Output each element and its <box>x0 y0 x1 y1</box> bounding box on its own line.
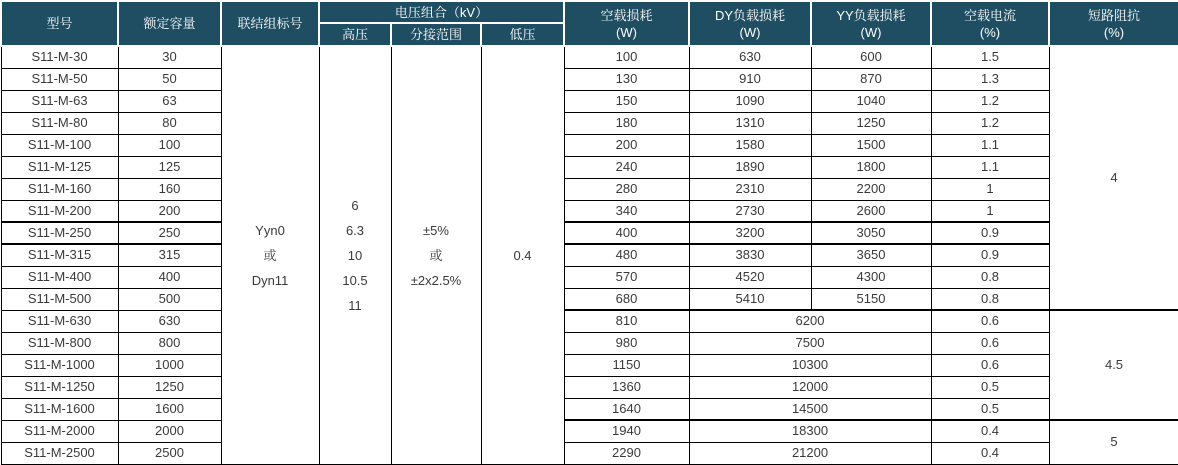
table-row <box>1 46 1178 68</box>
no-load-current-cell: 1.5 <box>931 46 1049 68</box>
capacity-cell: 1250 <box>118 376 221 398</box>
no-load-loss-cell: 240 <box>564 156 689 178</box>
table-row <box>1 90 1178 112</box>
table-row <box>1 288 1178 310</box>
header-no-load-loss-label: 空载损耗 <box>600 7 653 23</box>
no-load-loss-cell: 570 <box>564 266 689 288</box>
table-row <box>1 178 1178 200</box>
header-no-load-loss-unit: (W) <box>616 24 637 40</box>
table-row <box>1 354 1178 376</box>
no-load-loss-cell: 1150 <box>564 354 689 376</box>
capacity-cell: 1000 <box>118 354 221 376</box>
no-load-current-cell: 0.6 <box>931 354 1049 376</box>
no-load-loss-cell: 200 <box>564 134 689 156</box>
model-cell: S11-M-250 <box>1 222 118 244</box>
connection-group-cell <box>221 46 319 464</box>
no-load-current-cell: 0.6 <box>931 310 1049 332</box>
no-load-current-cell: 1.2 <box>931 90 1049 112</box>
model-cell: S11-M-160 <box>1 178 118 200</box>
table-row <box>1 442 1178 464</box>
table-row <box>1 398 1178 420</box>
yy-load-loss-cell: 600 <box>811 46 931 68</box>
header-yy-load-loss-unit: (W) <box>860 24 882 40</box>
dy-load-loss-cell: 630 <box>689 46 811 68</box>
dy-load-loss-cell: 910 <box>689 68 811 90</box>
capacity-cell: 400 <box>118 266 221 288</box>
hv-values-cell-line: 10.5 <box>342 272 368 288</box>
table-row <box>1 112 1178 134</box>
dy-load-loss-cell: 1580 <box>689 134 811 156</box>
no-load-loss-cell: 340 <box>564 200 689 222</box>
dy-load-loss-cell: 2730 <box>689 200 811 222</box>
tap-range-values-cell <box>391 46 481 464</box>
table-row <box>1 332 1178 354</box>
model-cell: S11-M-2000 <box>1 420 118 442</box>
header-capacity: 额定容量 <box>118 1 221 46</box>
no-load-loss-cell: 980 <box>564 332 689 354</box>
capacity-cell: 80 <box>118 112 221 134</box>
table-row <box>1 68 1178 90</box>
dy-load-loss-cell: 5410 <box>689 288 811 310</box>
connection-group-cell-line: Dyn11 <box>251 272 289 288</box>
no-load-loss-cell: 400 <box>564 222 689 244</box>
no-load-current-cell: 1 <box>931 178 1049 200</box>
no-load-current-cell: 0.9 <box>931 244 1049 266</box>
model-cell: S11-M-500 <box>1 288 118 310</box>
header-impedance <box>1049 1 1178 46</box>
yy-load-loss-cell: 4300 <box>811 266 931 288</box>
model-cell: S11-M-125 <box>1 156 118 178</box>
yy-load-loss-cell: 1250 <box>811 112 931 134</box>
connection-group-cell-line: Yyn0 <box>255 222 285 238</box>
yy-load-loss-cell: 5150 <box>811 288 931 310</box>
header-impedance-label: 短路阻抗 <box>1088 7 1141 23</box>
dy-load-loss-cell: 4520 <box>689 266 811 288</box>
no-load-current-cell: 0.8 <box>931 288 1049 310</box>
no-load-current-cell: 0.5 <box>931 376 1049 398</box>
dy-load-loss-cell: 1090 <box>689 90 811 112</box>
header-dy-load-loss-unit: (W) <box>739 24 761 40</box>
tap-range-values-cell-line: ±5% <box>423 222 449 238</box>
capacity-cell: 500 <box>118 288 221 310</box>
yy-load-loss-cell: 3650 <box>811 244 931 266</box>
table-header <box>1 1 1178 46</box>
connection-group-cell-line: 或 <box>263 247 277 263</box>
model-cell: S11-M-1000 <box>1 354 118 376</box>
capacity-cell: 800 <box>118 332 221 354</box>
capacity-cell: 125 <box>118 156 221 178</box>
no-load-current-cell: 1.1 <box>931 156 1049 178</box>
no-load-current-cell: 0.9 <box>931 222 1049 244</box>
header-impedance-unit: (%) <box>1103 24 1125 40</box>
yy-load-loss-cell: 2600 <box>811 200 931 222</box>
impedance-cell: 5 <box>1049 420 1178 464</box>
model-cell: S11-M-50 <box>1 68 118 90</box>
table-row <box>1 244 1178 266</box>
model-cell: S11-M-400 <box>1 266 118 288</box>
hv-values-cell-line: 10 <box>347 247 363 263</box>
no-load-loss-cell: 680 <box>564 288 689 310</box>
no-load-current-cell: 0.4 <box>931 420 1049 442</box>
hv-values-cell-line: 6.3 <box>345 222 365 238</box>
header-yy-load-loss <box>811 1 931 46</box>
no-load-loss-cell: 280 <box>564 178 689 200</box>
impedance-cell: 4 <box>1049 46 1178 310</box>
header-dy-load-loss-label: DY负载损耗 <box>714 7 786 23</box>
table-row <box>1 134 1178 156</box>
yy-load-loss-cell: 870 <box>811 68 931 90</box>
lv-value-cell <box>481 46 564 464</box>
model-cell: S11-M-1600 <box>1 398 118 420</box>
header-tap-range: 分接范围 <box>391 23 481 46</box>
model-cell: S11-M-30 <box>1 46 118 68</box>
combined-load-loss-cell: 6200 <box>689 310 931 332</box>
yy-load-loss-cell: 1500 <box>811 134 931 156</box>
yy-load-loss-cell: 2200 <box>811 178 931 200</box>
tap-range-values-cell-line: ±2x2.5% <box>410 272 462 288</box>
capacity-cell: 2000 <box>118 420 221 442</box>
capacity-cell: 200 <box>118 200 221 222</box>
combined-load-loss-cell: 14500 <box>689 398 931 420</box>
tap-range-values-cell-line: 或 <box>429 247 443 263</box>
no-load-loss-cell: 1940 <box>564 420 689 442</box>
hv-values-cell <box>319 46 391 464</box>
capacity-cell: 30 <box>118 46 221 68</box>
model-cell: S11-M-800 <box>1 332 118 354</box>
capacity-cell: 50 <box>118 68 221 90</box>
no-load-loss-cell: 1640 <box>564 398 689 420</box>
no-load-current-cell: 1.1 <box>931 134 1049 156</box>
combined-load-loss-cell: 21200 <box>689 442 931 464</box>
model-cell: S11-M-315 <box>1 244 118 266</box>
model-cell: S11-M-2500 <box>1 442 118 464</box>
dy-load-loss-cell: 3200 <box>689 222 811 244</box>
header-lv: 低压 <box>481 23 564 46</box>
no-load-current-cell: 1.2 <box>931 112 1049 134</box>
dy-load-loss-cell: 3830 <box>689 244 811 266</box>
table-row <box>1 420 1178 442</box>
header-hv: 高压 <box>319 23 391 46</box>
capacity-cell: 1600 <box>118 398 221 420</box>
hv-values-cell-line: 11 <box>348 297 362 313</box>
table-row <box>1 266 1178 288</box>
model-cell: S11-M-200 <box>1 200 118 222</box>
table-row <box>1 376 1178 398</box>
header-no-load-current-label: 空载电流 <box>964 7 1017 23</box>
no-load-loss-cell: 150 <box>564 90 689 112</box>
header-no-load-current <box>931 1 1049 46</box>
yy-load-loss-cell: 1040 <box>811 90 931 112</box>
no-load-loss-cell: 130 <box>564 68 689 90</box>
no-load-current-cell: 0.4 <box>931 442 1049 464</box>
dy-load-loss-cell: 1890 <box>689 156 811 178</box>
dy-load-loss-cell: 1310 <box>689 112 811 134</box>
header-voltage-group: 电压组合（kV） <box>319 1 564 23</box>
no-load-current-cell: 1.3 <box>931 68 1049 90</box>
header-dy-load-loss <box>689 1 811 46</box>
no-load-current-cell: 0.6 <box>931 332 1049 354</box>
hv-values-cell-line: 6 <box>351 197 359 213</box>
capacity-cell: 2500 <box>118 442 221 464</box>
capacity-cell: 630 <box>118 310 221 332</box>
table-row <box>1 200 1178 222</box>
combined-load-loss-cell: 12000 <box>689 376 931 398</box>
table-body <box>1 46 1178 464</box>
no-load-loss-cell: 480 <box>564 244 689 266</box>
yy-load-loss-cell: 3050 <box>811 222 931 244</box>
combined-load-loss-cell: 10300 <box>689 354 931 376</box>
capacity-cell: 63 <box>118 90 221 112</box>
capacity-cell: 250 <box>118 222 221 244</box>
capacity-cell: 315 <box>118 244 221 266</box>
model-cell: S11-M-100 <box>1 134 118 156</box>
combined-load-loss-cell: 7500 <box>689 332 931 354</box>
header-no-load-current-unit: (%) <box>979 24 1001 40</box>
table-row <box>1 222 1178 244</box>
no-load-current-cell: 0.5 <box>931 398 1049 420</box>
no-load-current-cell: 0.8 <box>931 266 1049 288</box>
yy-load-loss-cell: 1800 <box>811 156 931 178</box>
no-load-loss-cell: 180 <box>564 112 689 134</box>
model-cell: S11-M-63 <box>1 90 118 112</box>
dy-load-loss-cell: 2310 <box>689 178 811 200</box>
impedance-cell: 4.5 <box>1049 310 1178 420</box>
no-load-loss-cell: 1360 <box>564 376 689 398</box>
header-connection: 联结组标号 <box>221 1 319 46</box>
capacity-cell: 100 <box>118 134 221 156</box>
model-cell: S11-M-1250 <box>1 376 118 398</box>
no-load-loss-cell: 810 <box>564 310 689 332</box>
model-cell: S11-M-80 <box>1 112 118 134</box>
no-load-loss-cell: 100 <box>564 46 689 68</box>
no-load-loss-cell: 2290 <box>564 442 689 464</box>
lv-value-cell-line: 0.4 <box>513 247 532 263</box>
no-load-current-cell: 1 <box>931 200 1049 222</box>
header-model: 型号 <box>1 1 118 46</box>
capacity-cell: 160 <box>118 178 221 200</box>
table-row <box>1 310 1178 332</box>
header-yy-load-loss-label: YY负载损耗 <box>836 7 906 23</box>
header-no-load-loss <box>564 1 689 46</box>
model-cell: S11-M-630 <box>1 310 118 332</box>
combined-load-loss-cell: 18300 <box>689 420 931 442</box>
table-row <box>1 156 1178 178</box>
